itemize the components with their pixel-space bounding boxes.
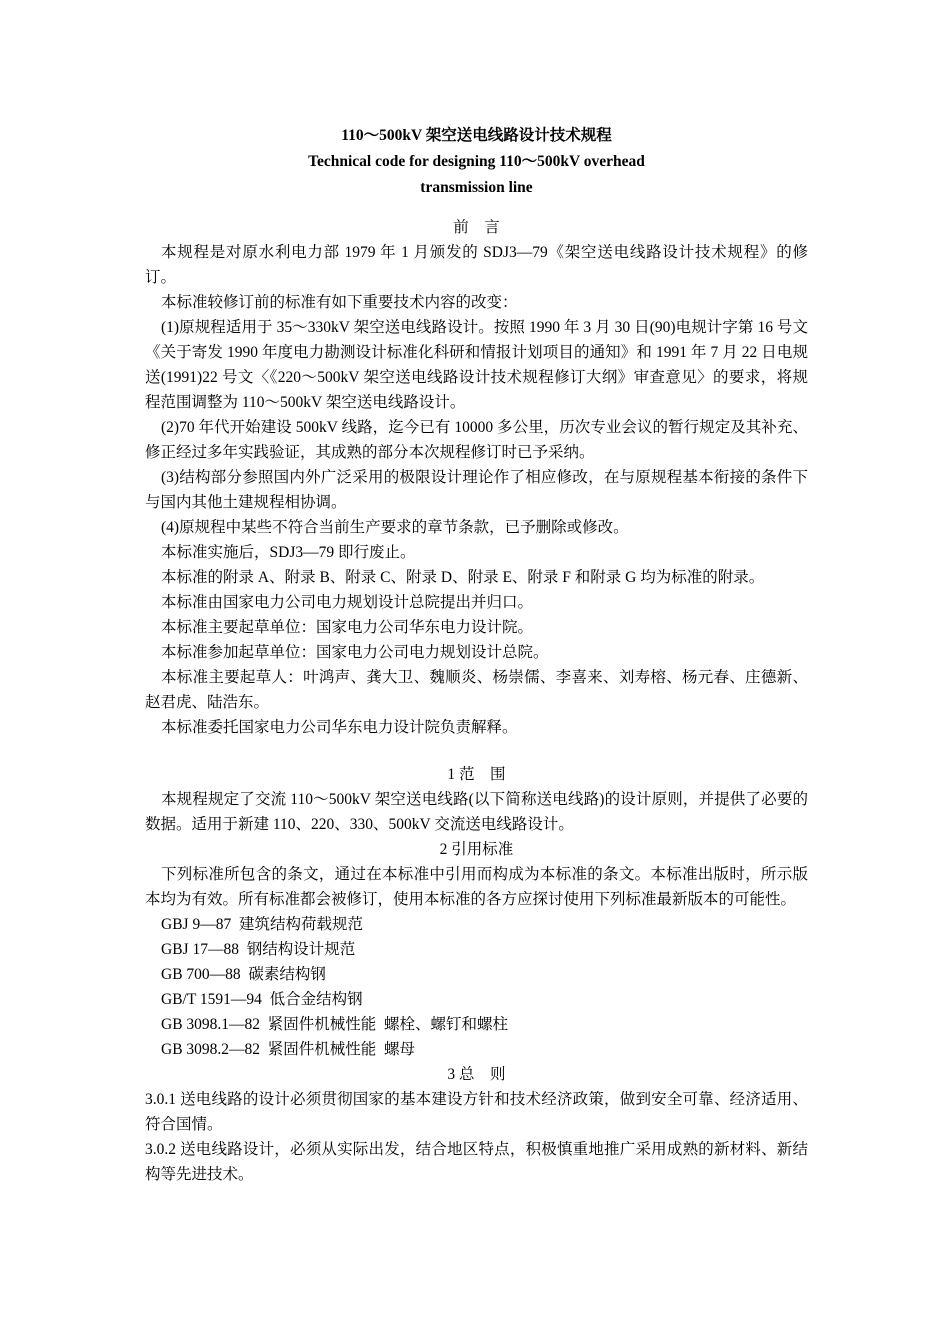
reference-list	[145, 912, 808, 1062]
foreword-paragraph: (2)70 年代开始建设 500kV 线路，迄今已有 10000 多公里，历次专业会议的暂行规定及其补充、修正经过多年实践验证，其成熟的部分本次规程修订时已予采纳。	[145, 419, 808, 461]
foreword-paragraph: 本标准的附录 A、附录 B、附录 C、附录 D、附录 E、附录 F 和附录 G 均为标准的附录。	[161, 569, 765, 586]
section-general	[145, 1062, 808, 1187]
foreword-paragraph: (3)结构部分参照国内外广泛采用的极限设计理论作了相应修改，在与原规程基本衔接的条件下与国内其他土建规程相协调。	[145, 469, 808, 511]
reference-item: GBJ 9—87 建筑结构荷载规范	[161, 916, 363, 933]
section-references	[145, 837, 808, 1062]
foreword-paragraph: 本标准主要起草人：叶鸿声、龚大卫、魏顺炎、杨崇儒、李喜来、刘寿榕、杨元春、庄德新、赵君虎、陆浩东。	[145, 669, 808, 711]
section-paragraph: 下列标准所包含的条文，通过在本标准中引用而构成为本标准的条文。本标准出版时，所示版本均为有效。所有标准都会被修订，使用本标准的各方应探讨使用下列标准最新版本的可能性。	[145, 866, 808, 908]
foreword-paragraph: 本规程是对原水利电力部 1979 年 1 月颁发的 SDJ3—79《架空送电线路设计技术规程》的修订。	[145, 244, 808, 286]
section-heading: 3 总 则	[447, 1066, 506, 1083]
document-page	[145, 123, 808, 1187]
section-heading: 1 范 围	[447, 766, 506, 783]
reference-item: GB 3098.1—82 紧固件机械性能 螺栓、螺钉和螺柱	[161, 1016, 509, 1033]
section-heading: 2 引用标准	[439, 841, 514, 858]
clause: 3.0.2 送电线路设计，必须从实际出发，结合地区特点，积极慎重地推广采用成熟的新材料、新结构等先进技术。	[145, 1141, 808, 1183]
foreword-paragraph: 本标准委托国家电力公司华东电力设计院负责解释。	[161, 719, 518, 736]
reference-item: GB/T 1591—94 低合金结构钢	[161, 991, 363, 1008]
title-en-line2: transmission line	[420, 179, 533, 196]
reference-item: GB 700—88 碳素结构钢	[161, 966, 326, 983]
foreword-section	[145, 215, 808, 740]
section-paragraph: 本规程规定了交流 110～500kV 架空送电线路(以下简称送电线路)的设计原则，并提供了必要的数据。适用于新建 110、220、330、500kV 交流送电线路设计。	[145, 791, 808, 833]
reference-item: GB 3098.2—82 紧固件机械性能 螺母	[161, 1041, 416, 1058]
clause: 3.0.1 送电线路的设计必须贯彻国家的基本建设方针和技术经济政策，做到安全可靠、经济适用、符合国情。	[145, 1091, 808, 1133]
foreword-paragraph: 本标准参加起草单位：国家电力公司电力规划设计总院。	[161, 644, 549, 661]
foreword-paragraph: 本标准由国家电力公司电力规划设计总院提出并归口。	[161, 594, 534, 611]
foreword-paragraph: 本标准实施后，SDJ3—79 即行废止。	[161, 544, 416, 561]
foreword-paragraph: (1)原规程适用于 35～330kV 架空送电线路设计。按照 1990 年 3 月 30 日(90)电规计字第 16 号文《关于寄发 1990 年度电力勘测设计标准化科研和情报计划项目的通知》和 1991 年 7 月 22 日电规送(1991)22 号文〈《220～500kV 架空送电线路设计技术规程修订大纲》审查意见〉的要求，将规程范围调整为 110～500kV 架空送电线路设计。	[145, 319, 808, 411]
reference-item: GBJ 17—88 钢结构设计规范	[161, 941, 356, 958]
foreword-paragraph: (4)原规程中某些不符合当前生产要求的章节条款，已予删除或修改。	[161, 519, 629, 536]
foreword-heading: 前 言	[453, 219, 500, 236]
section-scope	[145, 762, 808, 837]
title-en-line1: Technical code for designing 110～500kV overhead	[308, 153, 645, 170]
title-zh: 110～500kV 架空送电线路设计技术规程	[341, 127, 612, 144]
foreword-paragraph: 本标准较修订前的标准有如下重要技术内容的改变：	[161, 294, 518, 311]
foreword-paragraph: 本标准主要起草单位：国家电力公司华东电力设计院。	[161, 619, 534, 636]
